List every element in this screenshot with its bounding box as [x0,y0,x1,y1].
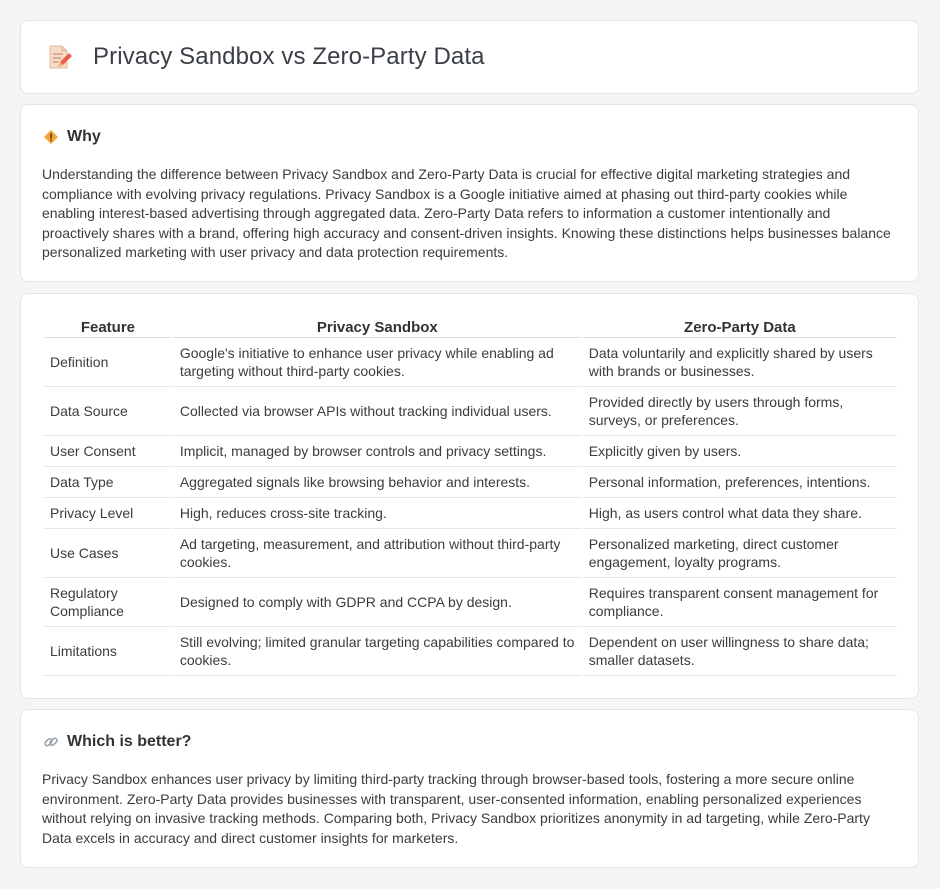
privacy-sandbox-cell: Aggregated signals like browsing behavior and interests. [174,467,581,498]
page-title: Privacy Sandbox vs Zero-Party Data [93,43,485,70]
zero-party-cell: Personal information, preferences, intentions. [583,467,897,498]
zero-party-cell: Requires transparent consent management for compliance. [583,578,897,627]
why-section [20,104,919,282]
privacy-sandbox-cell: Implicit, managed by browser controls and privacy settings. [174,436,581,467]
zero-party-cell: Dependent on user willingness to share data; smaller datasets. [583,627,897,676]
privacy-sandbox-cell: Collected via browser APIs without tracking individual users. [174,387,581,436]
table-row [44,498,897,529]
title-row [45,43,485,71]
table-header-row [44,314,897,338]
privacy-sandbox-cell: Still evolving; limited granular targeting capabilities compared to cookies. [174,627,581,676]
comparison-card [20,293,919,699]
table-row [44,436,897,467]
feature-cell: Definition [44,338,172,387]
why-text: Understanding the difference between Privacy Sandbox and Zero-Party Data is crucial for effective digital marketing strategies and compliance with evolving privacy regulations. Privacy Sandbox is a Google initiative aimed at phasing out third-party cookies while enabling interest-based advertising through aggregated data. Zero-Party Data refers to information a customer intentionally and proactively shares with a brand, offering high accuracy and consent-driven insights. Knowing these distinctions helps businesses balance personalized marketing with user privacy and data protection requirements. [42,166,891,260]
privacy-sandbox-cell: High, reduces cross-site tracking. [174,498,581,529]
better-text: Privacy Sandbox enhances user privacy by limiting third-party tracking through browser-based tools, fostering a more secure online environment. Zero-Party Data provides businesses with transparent, user-consented information, enabling personalized experiences without relying on invasive tracking methods. Comparing both, Privacy Sandbox prioritizes anonymity in ad targeting, while Zero-Party Data excels in accuracy and direct customer insights for marketers. [42,771,870,846]
zero-party-cell: Data voluntarily and explicitly shared by users with brands or businesses. [583,338,897,387]
warning-sign-icon [43,129,59,145]
table-row [44,578,897,627]
table-row [44,467,897,498]
table-row [44,387,897,436]
feature-cell: Use Cases [44,529,172,578]
better-heading [43,733,191,751]
privacy-sandbox-cell: Ad targeting, measurement, and attribution without third-party cookies. [174,529,581,578]
feature-cell: User Consent [44,436,172,467]
table-row [44,338,897,387]
why-title: Why [67,128,101,145]
title-card [20,20,919,94]
column-header-privacy-sandbox: Privacy Sandbox [174,314,581,338]
why-heading [43,128,101,146]
zero-party-cell: High, as users control what data they share. [583,498,897,529]
link-icon [43,734,59,750]
privacy-sandbox-cell: Google's initiative to enhance user privacy while enabling ad targeting without third-party cookies. [174,338,581,387]
zero-party-cell: Explicitly given by users. [583,436,897,467]
document-pencil-icon [45,43,73,71]
better-title: Which is better? [67,733,192,750]
feature-cell: Limitations [44,627,172,676]
table-row [44,529,897,578]
comparison-table [42,314,899,676]
feature-cell: Data Type [44,467,172,498]
table-row [44,627,897,676]
zero-party-cell: Personalized marketing, direct customer engagement, loyalty programs. [583,529,897,578]
zero-party-cell: Provided directly by users through forms, surveys, or preferences. [583,387,897,436]
feature-cell: Regulatory Compliance [44,578,172,627]
feature-cell: Privacy Level [44,498,172,529]
column-header-feature: Feature [44,314,172,338]
privacy-sandbox-cell: Designed to comply with GDPR and CCPA by design. [174,578,581,627]
which-is-better-section [20,709,919,868]
column-header-zero-party-data: Zero-Party Data [583,314,897,338]
feature-cell: Data Source [44,387,172,436]
